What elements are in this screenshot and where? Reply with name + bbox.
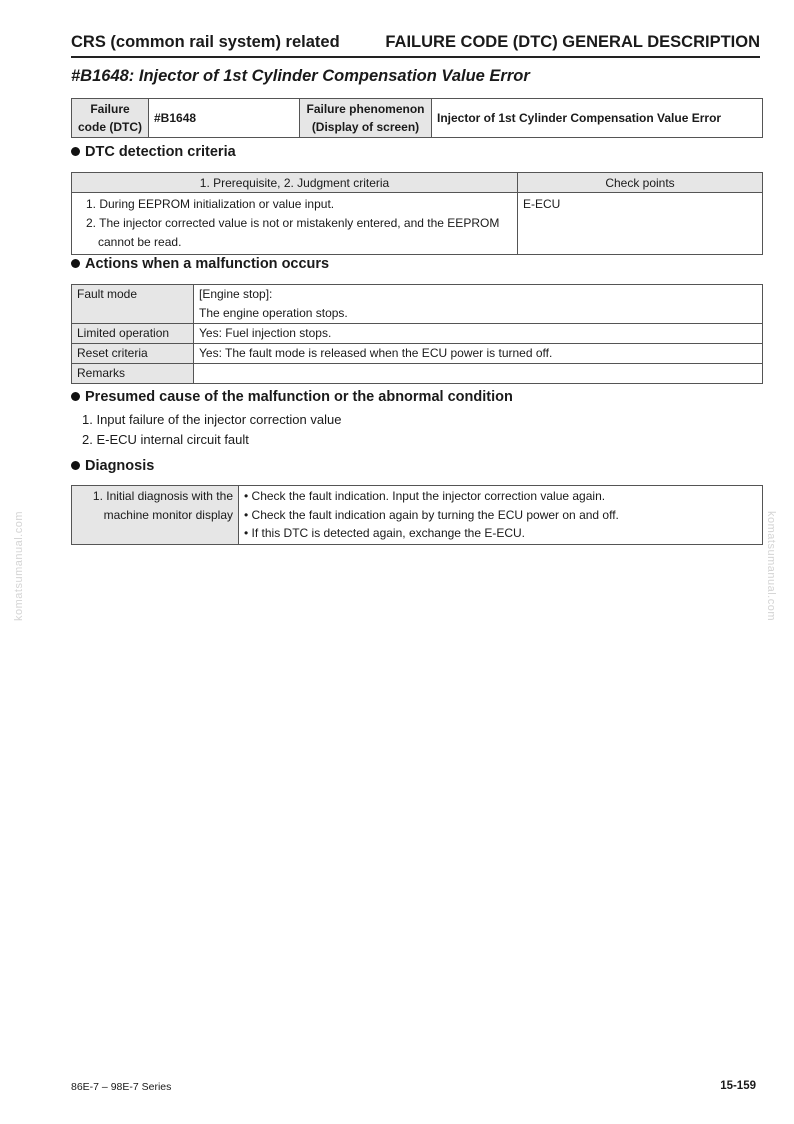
- diagnosis-step-label-line2: machine monitor display: [103, 507, 233, 522]
- failure-phenomenon-label-line1: Failure phenomenon: [306, 102, 425, 116]
- watermark-right: komatsumanual.com: [765, 511, 777, 621]
- fault-mode-value: [194, 285, 763, 324]
- diagnosis-step-1: • Check the fault indication. Input the injector correction value again.: [244, 489, 606, 503]
- diagnosis-step-3: • If this DTC is detected again, exchange the E-ECU.: [244, 526, 526, 540]
- failure-code-label: [72, 99, 149, 138]
- header-chapter-title: FAILURE CODE (DTC) GENERAL DESCRIPTION: [385, 33, 760, 51]
- diagnosis-step-2: • Check the fault indication again by turning the ECU power on and off.: [244, 507, 619, 522]
- bullet-icon: [71, 147, 80, 156]
- footer-page-number: 15-159: [720, 1080, 756, 1092]
- header-section-title: CRS (common rail system) related: [71, 33, 340, 51]
- cause-item-2: 2. E-ECU internal circuit fault: [82, 432, 249, 447]
- remarks-label: Remarks: [72, 364, 194, 384]
- diagnosis-step-label-line1: 1. Initial diagnosis with the: [92, 489, 233, 503]
- limited-operation-label: Limited operation: [72, 324, 194, 344]
- criteria-cell: [72, 193, 518, 255]
- diagnosis-steps-cell: [239, 486, 763, 545]
- bullet-icon: [71, 461, 80, 470]
- cause-heading-text: Presumed cause of the malfunction or the abnormal condition: [85, 389, 513, 405]
- footer-series: 86E-7 – 98E-7 Series: [71, 1081, 172, 1093]
- check-points-column-header: Check points: [518, 173, 763, 193]
- criteria-column-header: 1. Prerequisite, 2. Judgment criteria: [72, 173, 518, 193]
- limited-operation-value: Yes: Fuel injection stops.: [194, 324, 763, 344]
- criteria-item-2: 2. The injector corrected value is not or mistakenly entered, and the EEPROM: [86, 216, 500, 230]
- table-row: [72, 364, 763, 384]
- failure-phenomenon-value: Injector of 1st Cylinder Compensation Value Error: [432, 99, 763, 138]
- criteria-item-2-continued: cannot be read.: [98, 235, 182, 249]
- section-heading-detection: [71, 144, 236, 160]
- dtc-summary-table: [71, 98, 763, 138]
- page-header: [71, 30, 760, 58]
- bullet-icon: [71, 259, 80, 268]
- failure-code-label-line2: code (DTC): [78, 120, 142, 134]
- cause-item-1: 1. Input failure of the injector correction value: [82, 412, 342, 427]
- check-points-cell: E-ECU: [518, 193, 763, 255]
- failure-code-value: #B1648: [149, 99, 300, 138]
- page-title: #B1648: Injector of 1st Cylinder Compensation Value Error: [71, 67, 530, 85]
- failure-phenomenon-label: [300, 99, 432, 138]
- fault-mode-label: Fault mode: [72, 285, 194, 324]
- diagnosis-step-label: [72, 486, 239, 545]
- table-row: [72, 285, 763, 324]
- failure-code-label-line1: Failure: [90, 102, 130, 116]
- reset-criteria-value: Yes: The fault mode is released when the ECU power is turned off.: [194, 344, 763, 364]
- section-heading-diagnosis: [71, 458, 154, 474]
- actions-heading-text: Actions when a malfunction occurs: [85, 256, 330, 272]
- remarks-value: [194, 364, 763, 384]
- detection-criteria-table: [71, 172, 763, 255]
- detection-heading-text: DTC detection criteria: [85, 144, 236, 160]
- section-heading-actions: [71, 256, 329, 272]
- reset-criteria-label: Reset criteria: [72, 344, 194, 364]
- diagnosis-heading-text: Diagnosis: [85, 458, 155, 474]
- table-row: [72, 324, 763, 344]
- criteria-item-1: 1. During EEPROM initialization or value input.: [86, 197, 335, 211]
- bullet-icon: [71, 392, 80, 401]
- failure-phenomenon-label-line2: (Display of screen): [311, 120, 420, 134]
- fault-mode-line-1: [Engine stop]:: [199, 287, 273, 301]
- watermark-left: komatsumanual.com: [13, 511, 25, 621]
- section-heading-cause: [71, 389, 513, 405]
- fault-mode-line-2: The engine operation stops.: [199, 306, 348, 320]
- diagnosis-table: [71, 485, 763, 545]
- table-row: [72, 344, 763, 364]
- actions-table: [71, 284, 763, 384]
